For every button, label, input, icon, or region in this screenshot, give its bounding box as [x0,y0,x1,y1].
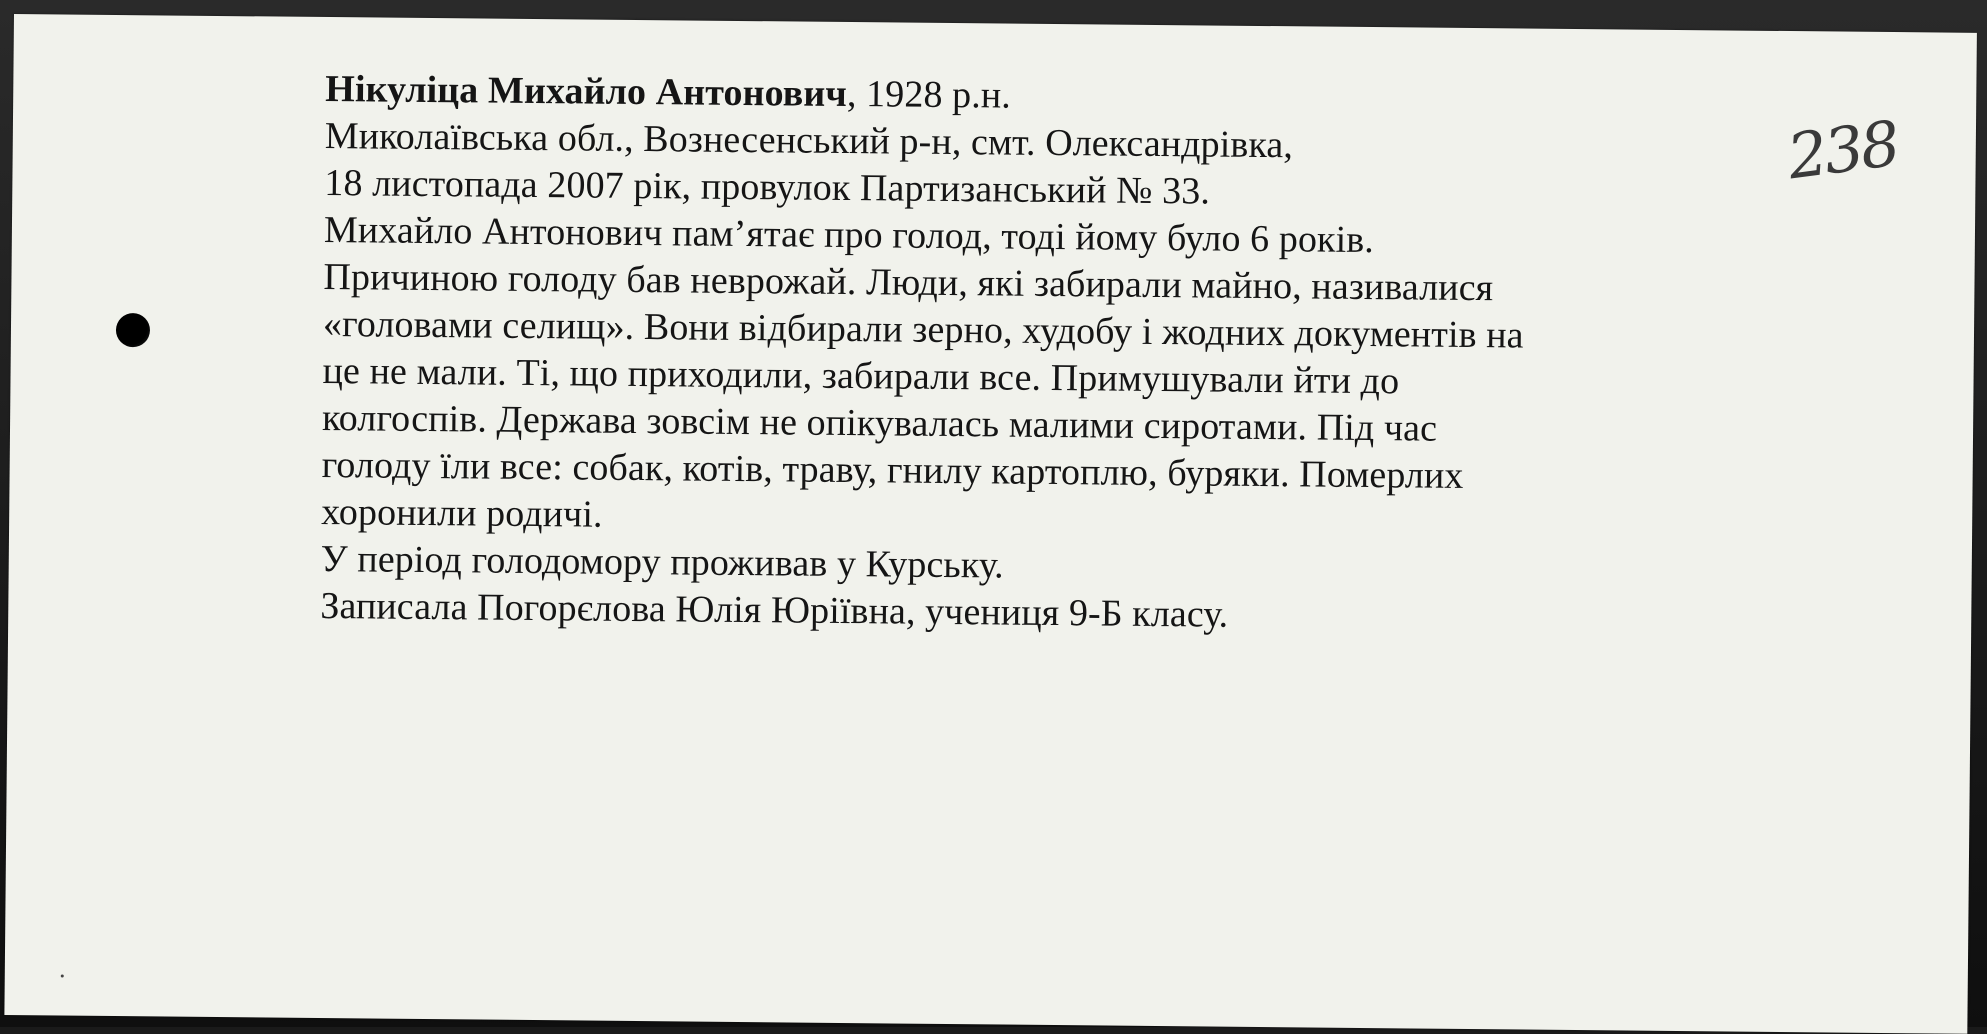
text-line: Михайло Антонович пам’ятає про голод, тоді йому було 6 років. [323,208,1375,262]
text-line: У період голодомору проживав у Курську. [320,537,1004,587]
text-line: Записала Погорєлова Юлія Юріївна, учениця 9-Б класу. [320,584,1229,636]
text-line: 18 листопада 2007 рік, провулок Партизанський № 33. [324,161,1211,213]
punch-hole [116,313,150,347]
paper-speck [61,974,64,977]
text-line: Миколаївська обл., Вознесенський р-н, смт. Олександрівка, [324,114,1294,167]
text-line: «головами селищ». Вони відбирали зерно, худобу і жодних документів на [322,302,1524,357]
handwritten-page-number: 238 [1783,106,1902,194]
birth-year: , 1928 р.н. [846,73,1012,117]
text-line: колгоспів. Держава зовсім не опікувалась малими сиротами. Під час [321,396,1438,450]
text-line: голоду їли все: собак, котів, траву, гнилу картоплю, буряки. Померлих [321,443,1464,497]
card-text [320,66,1845,645]
archive-card [4,14,1977,1034]
text-line: це не мали. Ті, що приходили, забирали все. Примушували йти до [322,349,1400,403]
text-line: хоронили родичі. [321,490,603,536]
text-line: Причиною голоду бав неврожай. Люди, які забирали майно, називалися [323,255,1494,310]
person-name: Нікуліца Михайло Антонович [325,67,848,115]
